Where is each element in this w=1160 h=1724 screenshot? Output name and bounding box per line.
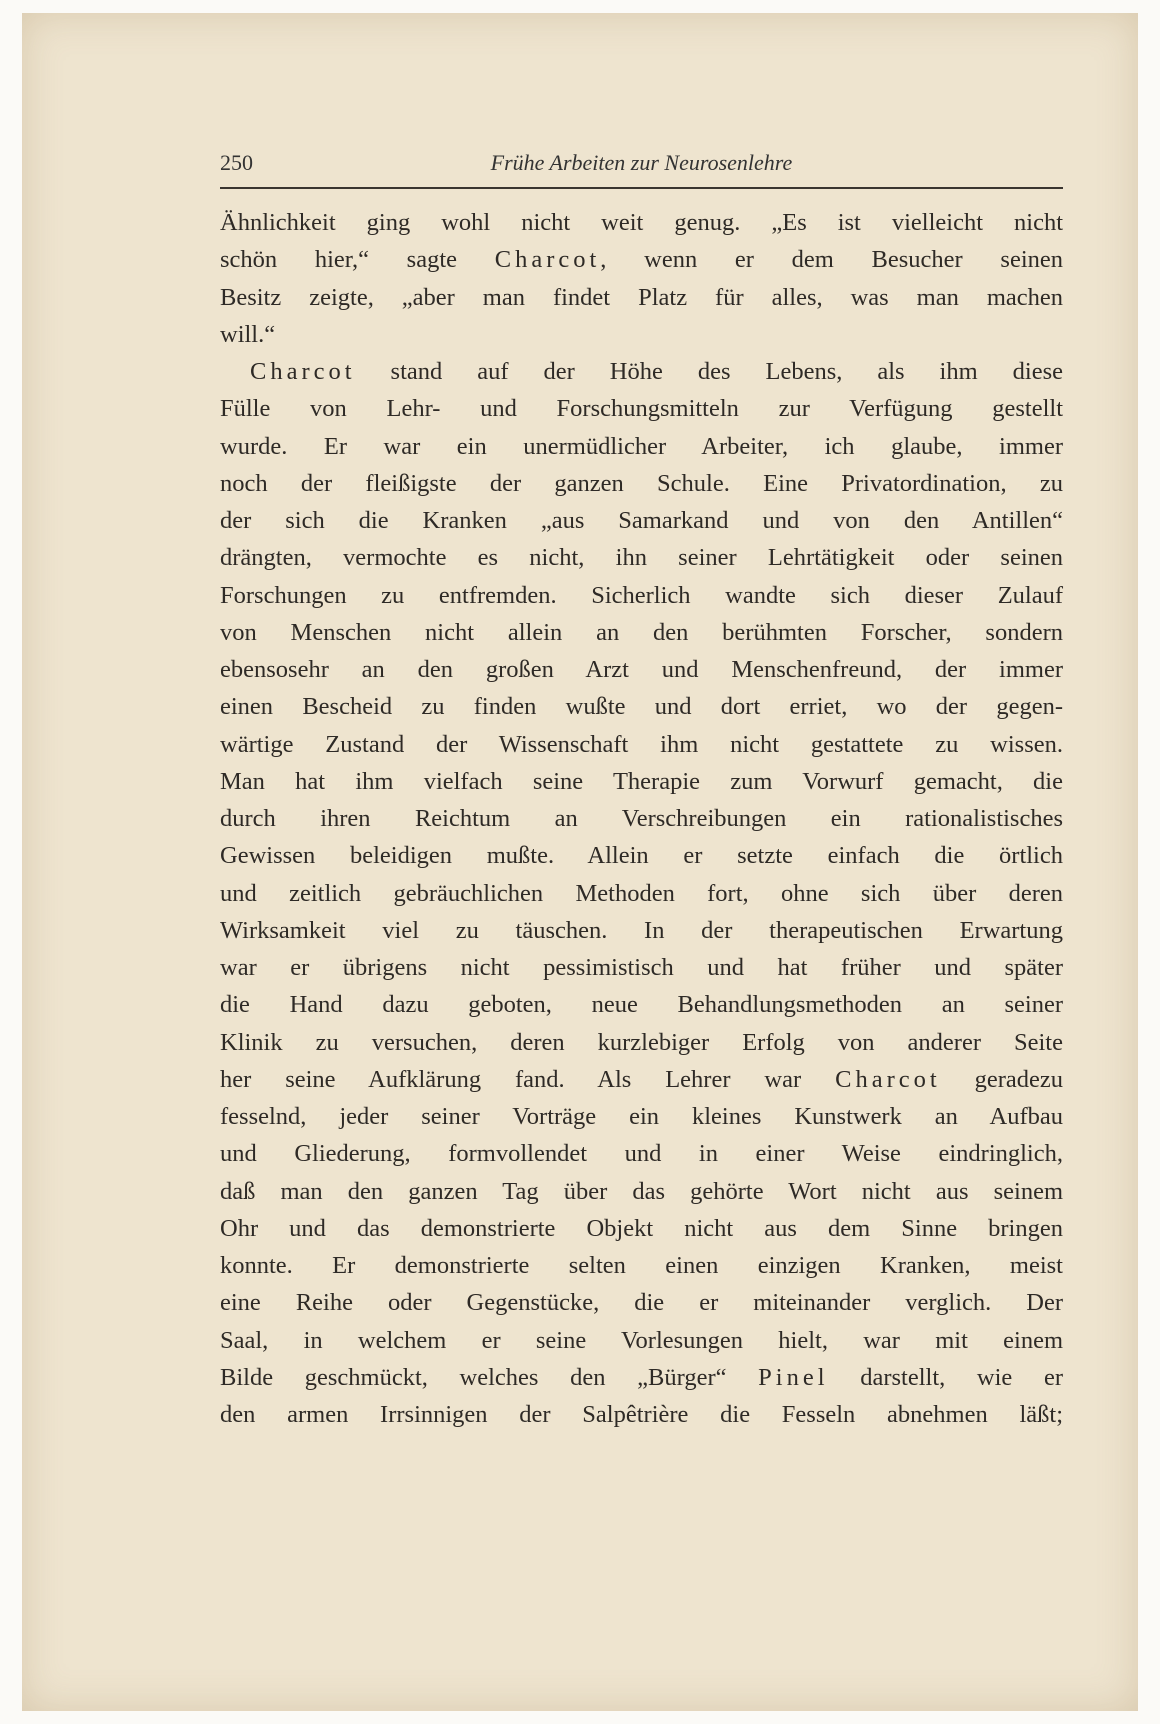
text-segment: von Menschen nicht allein an den berühmten Forscher, sondern bbox=[220, 618, 1063, 646]
text-segment: stand auf der Höhe des Lebens, als ihm diese bbox=[355, 358, 1063, 385]
text-segment: Saal, in welchem er seine Vorlesungen hielt, war mit einem bbox=[220, 1326, 1063, 1354]
page-number: 250 bbox=[220, 150, 253, 175]
text-line bbox=[220, 614, 1063, 651]
text-line bbox=[220, 1024, 1063, 1061]
text-line bbox=[220, 465, 1063, 502]
text-segment: Ohr und das demonstrierte Objekt nicht aus dem Sinne bringen bbox=[220, 1214, 1063, 1242]
text-line bbox=[220, 726, 1063, 763]
text-line bbox=[220, 316, 1063, 353]
text-segment: will.“ bbox=[220, 320, 276, 348]
page-header bbox=[220, 148, 1063, 178]
spaced-name: Charcot bbox=[835, 1065, 941, 1093]
text-segment: darstellt, wie er bbox=[828, 1363, 1063, 1391]
text-line bbox=[220, 763, 1063, 800]
text-line bbox=[220, 1173, 1063, 1210]
text-segment: Man hat ihm vielfach seine Therapie zum Vorwurf gemacht, die bbox=[220, 767, 1063, 795]
text-segment: den armen Irrsinnigen der Salpêtrière die Fesseln abnehmen läßt; bbox=[220, 1401, 1063, 1428]
text-line bbox=[220, 204, 1063, 241]
running-title: Frühe Arbeiten zur Neurosenlehre bbox=[490, 150, 793, 175]
text-segment: noch der fleißigste der ganzen Schule. Eine Privatordination, zu bbox=[220, 469, 1063, 497]
text-line bbox=[220, 1396, 1063, 1433]
text-segment: und zeitlich gebräuchlichen Methoden fort, ohne sich über deren bbox=[220, 879, 1063, 907]
text-line bbox=[220, 577, 1063, 614]
text-line bbox=[220, 353, 1063, 390]
spaced-name: Charcot bbox=[494, 246, 601, 274]
text-segment: war er übrigens nicht pessimistisch und hat früher und später bbox=[220, 954, 1063, 981]
text-line bbox=[220, 390, 1063, 427]
text-segment: Gewissen beleidigen mußte. Allein er setzte einfach die örtlich bbox=[220, 842, 1063, 870]
text-segment: Wirksamkeit viel zu täuschen. In der therapeutischen Erwartung bbox=[220, 916, 1063, 944]
text-line bbox=[220, 1135, 1063, 1172]
text-line bbox=[220, 1359, 1063, 1396]
text-segment: einen Bescheid zu finden wußte und dort erriet, wo der gegen- bbox=[220, 693, 1063, 721]
text-line bbox=[220, 1247, 1063, 1284]
text-segment: der sich die Kranken „aus Samarkand und von den Antillen“ bbox=[220, 507, 1063, 534]
text-segment: durch ihren Reichtum an Verschreibungen ein rationalistisches bbox=[220, 805, 1063, 832]
text-line bbox=[220, 688, 1063, 725]
text-line bbox=[220, 241, 1063, 278]
text-segment: daß man den ganzen Tag über das gehörte Wort nicht aus seinem bbox=[220, 1177, 1063, 1205]
text-line bbox=[220, 912, 1063, 949]
text-segment: Bilde geschmückt, welches den „Bürger“ bbox=[220, 1363, 759, 1391]
text-segment: geradezu bbox=[940, 1065, 1064, 1093]
text-line bbox=[220, 651, 1063, 688]
text-segment: her seine Aufklärung fand. Als Lehrer war bbox=[220, 1065, 836, 1093]
text-line bbox=[220, 428, 1063, 465]
text-line bbox=[220, 986, 1063, 1023]
text-line bbox=[220, 502, 1063, 539]
text-line bbox=[220, 949, 1063, 986]
spaced-name: Charcot bbox=[250, 358, 356, 385]
text-segment: die Hand dazu geboten, neue Behandlungsmethoden an seiner bbox=[220, 991, 1063, 1019]
text-segment: ebensosehr an den großen Arzt und Menschenfreund, der immer bbox=[220, 656, 1063, 683]
text-segment: Fülle von Lehr- und Forschungsmitteln zur Verfügung gestellt bbox=[220, 395, 1063, 423]
text-segment: wärtige Zustand der Wissenschaft ihm nicht gestattete zu wissen. bbox=[220, 730, 1063, 758]
text-line bbox=[220, 1284, 1063, 1321]
text-segment: drängten, vermochte es nicht, ihn seiner Lehrtätigkeit oder seinen bbox=[220, 544, 1063, 572]
text-segment: schön hier,“ sagte bbox=[220, 246, 495, 274]
text-line bbox=[220, 1061, 1063, 1098]
text-segment: wurde. Er war ein unermüdlicher Arbeiter, ich glaube, immer bbox=[220, 432, 1063, 460]
text-segment: Klinik zu versuchen, deren kurzlebiger Erfolg von anderer Seite bbox=[220, 1028, 1063, 1056]
text-line bbox=[220, 539, 1063, 576]
text-segment: konnte. Er demonstrierte selten einen einzigen Kranken, meist bbox=[220, 1252, 1063, 1279]
text-segment: , wenn er dem Besucher seinen bbox=[600, 246, 1063, 274]
text-segment: und Gliederung, formvollendet und in einer Weise eindringlich, bbox=[220, 1140, 1063, 1168]
text-segment: Ähnlichkeit ging wohl nicht weit genug. „Es ist vielleicht nicht bbox=[220, 209, 1063, 236]
text-line bbox=[220, 1322, 1063, 1359]
text-segment: Forschungen zu entfremden. Sicherlich wandte sich dieser Zulauf bbox=[220, 581, 1063, 609]
text-line bbox=[220, 1210, 1063, 1247]
body-text bbox=[220, 204, 1063, 1433]
text-segment: eine Reihe oder Gegenstücke, die er miteinander verglich. Der bbox=[220, 1289, 1063, 1317]
text-line bbox=[220, 1098, 1063, 1135]
header-rule bbox=[220, 187, 1063, 189]
text-line bbox=[220, 875, 1063, 912]
text-line bbox=[220, 800, 1063, 837]
text-line bbox=[220, 279, 1063, 316]
spaced-name: Pinel bbox=[758, 1363, 829, 1391]
text-line bbox=[220, 837, 1063, 874]
text-segment: fesselnd, jeder seiner Vorträge ein kleines Kunstwerk an Aufbau bbox=[220, 1103, 1063, 1130]
text-segment: Besitz zeigte, „aber man findet Platz für alles, was man machen bbox=[220, 283, 1063, 311]
